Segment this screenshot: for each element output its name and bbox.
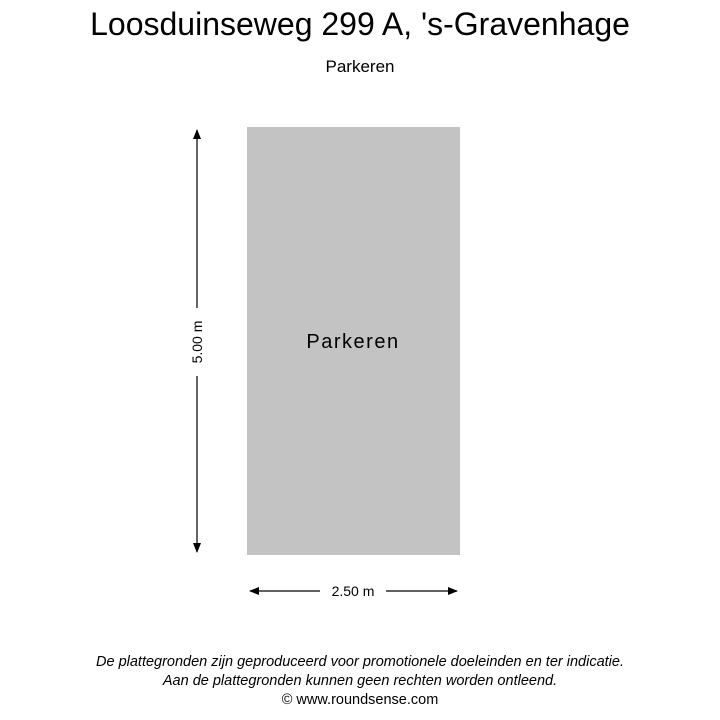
disclaimer-line-2: Aan de plattegronden kunnen geen rechten worden ontleend. — [162, 673, 558, 689]
width-dimension — [250, 583, 457, 599]
room-label: Parkeren — [306, 331, 400, 353]
page-subtitle: Parkeren — [325, 57, 395, 76]
disclaimer — [0, 653, 720, 710]
copyright-link[interactable]: © www.roundsense.com — [281, 692, 439, 708]
height-dimension-label: 5.00 m — [189, 320, 205, 364]
page-title: Loosduinseweg 299 A, 's-Gravenhage — [90, 6, 630, 42]
disclaimer-line-1: De plattegronden zijn geproduceerd voor promotionele doeleinden en ter indicatie. — [96, 654, 624, 670]
width-dimension-label: 2.50 m — [331, 583, 375, 599]
height-dimension — [189, 130, 205, 552]
